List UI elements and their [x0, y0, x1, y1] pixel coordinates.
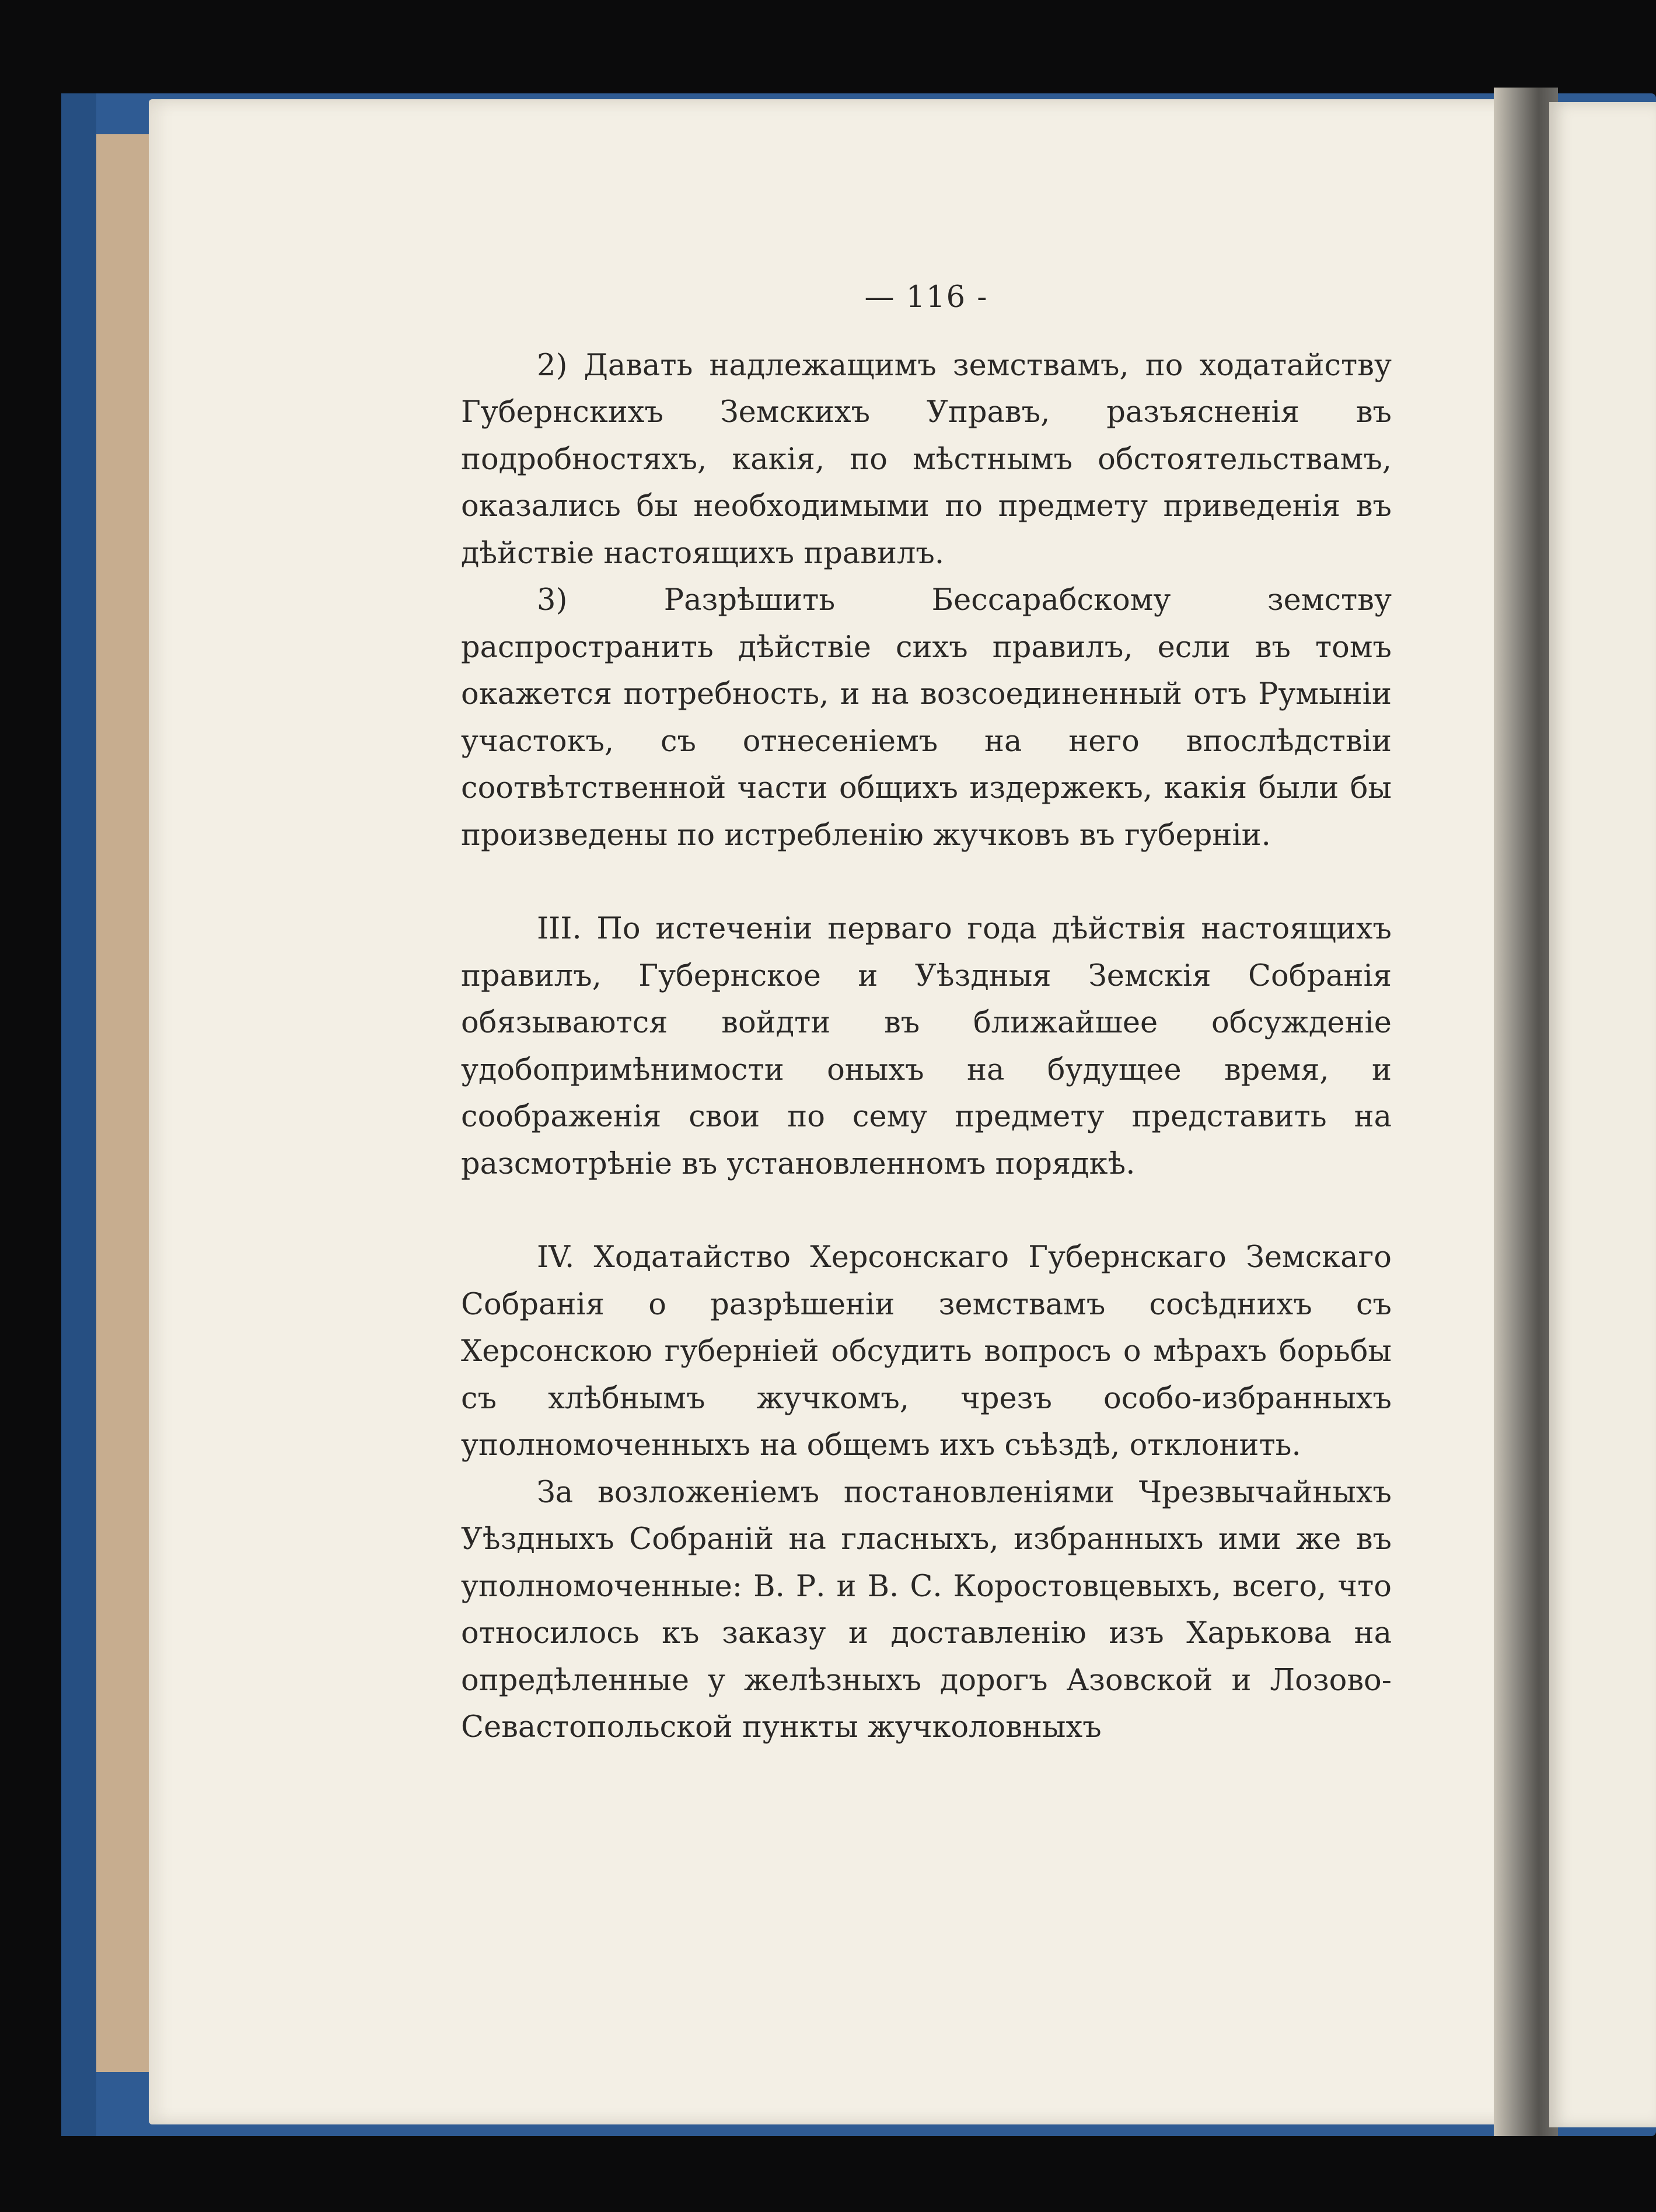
paragraph-section-iii: III. По истеченіи перваго года дѣйствія настоящихъ правилъ, Губернское и Уѣздныя Земскія Собранія обязываются войдти въ ближайшее обсужденіе удобопримѣнимости оныхъ на будущее время, и соображенія свои по сему предмету представить на разсмотрѣніе въ установленномъ порядкѣ.: [461, 912, 1392, 1181]
cover-edge: [61, 93, 96, 2136]
paragraph-continuation: За возложеніемъ постановленіями Чрезвычайныхъ Уѣздныхъ Собраній на гласныхъ, избранныхъ ими же въ уполномоченные: В. Р. и В. С. Коростовцевыхъ, всего, что относилось къ заказу и доставленію изъ Харькова на опредѣленные у желѣзныхъ дорогъ Азовской и Лозово-Севастопольской пункты жучколовныхъ: [461, 1475, 1392, 1745]
page-text: [461, 274, 1392, 1752]
paragraph-2: 2) Давать надлежащимъ земствамъ, по ходатайству Губернскихъ Земскихъ Управъ, разъясненія въ подробностяхъ, какія, по мѣстнымъ обстоятельствамъ, оказались бы необходимыми по предмету приведенія въ дѣйствіе настоящихъ правилъ.: [461, 348, 1392, 571]
section-gap: [461, 1188, 1392, 1234]
book-gutter: [1494, 88, 1558, 2136]
facing-page: [1549, 102, 1656, 2127]
paragraph-section-iv: IV. Ходатайство Херсонскаго Губернскаго Земскаго Собранія о разрѣшеніи земствамъ сосѣднихъ съ Херсонскою губерніей обсудить вопросъ о мѣрахъ борьбы съ хлѣбнымъ жучкомъ, чрезъ особо-избранныхъ уполномоченныхъ на общемъ ихъ съѣздѣ, отклонить.: [461, 1240, 1392, 1463]
page-number: — 116 -: [864, 280, 988, 315]
paragraph-3: 3) Разрѣшить Бессарабскому земству распространить дѣйствіе сихъ правилъ, если въ томъ окажется потребность, и на возсоединенный отъ Румыніи участокъ, съ отнесеніемъ на него впослѣдствіи соотвѣтственной части общихъ издержекъ, какія были бы произведены по истребленію жучковъ въ губерніи.: [461, 583, 1392, 853]
section-gap: [461, 859, 1392, 906]
